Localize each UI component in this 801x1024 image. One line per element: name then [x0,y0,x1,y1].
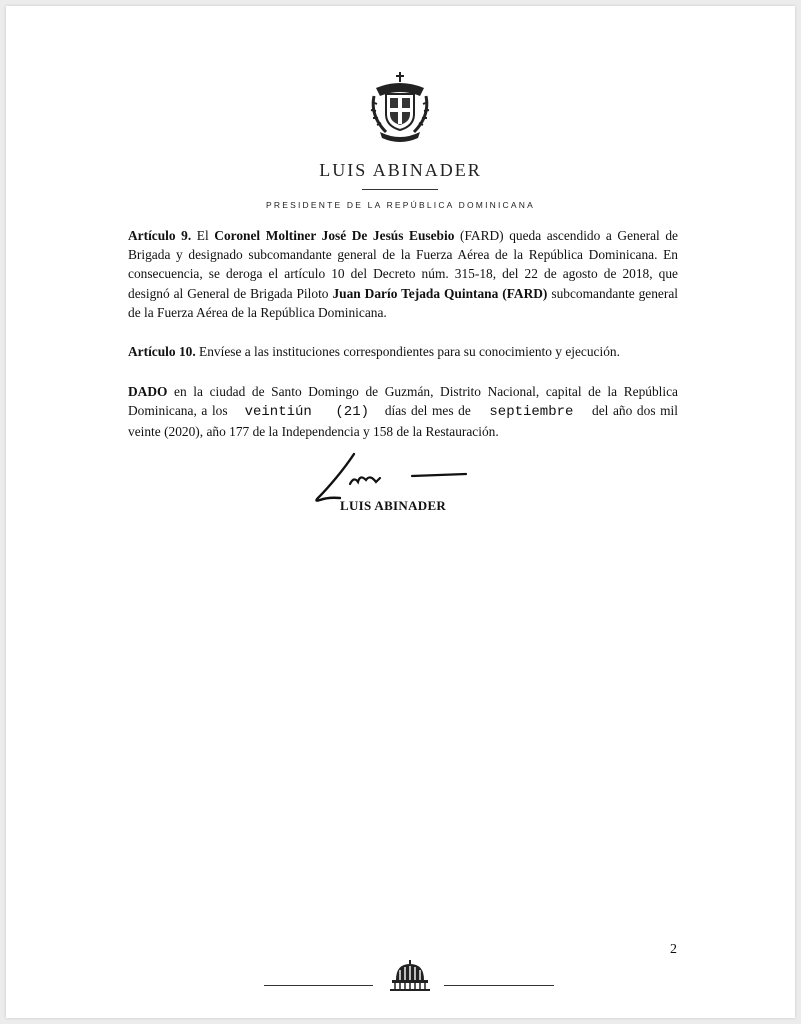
closing-label: DADO [128,384,168,399]
closing-text-2: días del mes de [380,403,476,419]
article-10-paragraph [128,342,678,361]
header-title: PRESIDENTE DE LA REPÚBLICA DOMINICANA [266,200,535,210]
article-10-label: Artículo 10. [128,344,196,359]
article-9-paragraph [128,226,678,322]
day-words-fill: veintiún [244,404,312,421]
closing-paragraph [128,382,678,442]
day-number-fill: (21) [335,404,369,421]
article-9-text-3: subcomandante general de la Fuerza Aérea de la República Dominicana. [128,285,679,320]
page-number: 2 [670,942,677,957]
header-divider [362,189,438,190]
month-fill: septiembre [489,404,574,421]
article-9-person-2: Juan Darío Tejada Quintana (FARD) [332,285,548,301]
article-10-text: Envíese a las instituciones correspondientes para su conocimiento y ejecución. [195,344,620,359]
article-9-label: Artículo 9. [128,228,192,243]
article-9-person-1: Coronel Moltiner José De Jesús Eusebio [214,228,455,243]
footer-rule-left [264,985,373,986]
header-name: LUIS ABINADER [319,160,482,180]
closing-text-3: del año dos mil veinte (2020), año 177 de la Independencia y 158 de la Restauración. [128,403,679,440]
coat-of-arms-icon [360,66,440,146]
signature-name: LUIS ABINADER [340,498,447,513]
closing-text-1: en la ciudad de Santo Domingo de Guzmán, Distrito Nacional, capital de la República Dominicana, a los [128,384,678,419]
article-9-text-2: (FARD) queda ascendido a General de Brigada y designado subcomandante general de la Fuerza Aérea de la República Dominicana. En consecuencia, se deroga el artículo 10 del Decreto núm. 315-18, del 22 de agosto de 2018, que designó al General de Brigada Piloto [128,228,678,301]
article-9-text-1: El [191,228,215,243]
footer-rule-right [444,985,554,986]
palace-dome-icon [388,958,432,992]
